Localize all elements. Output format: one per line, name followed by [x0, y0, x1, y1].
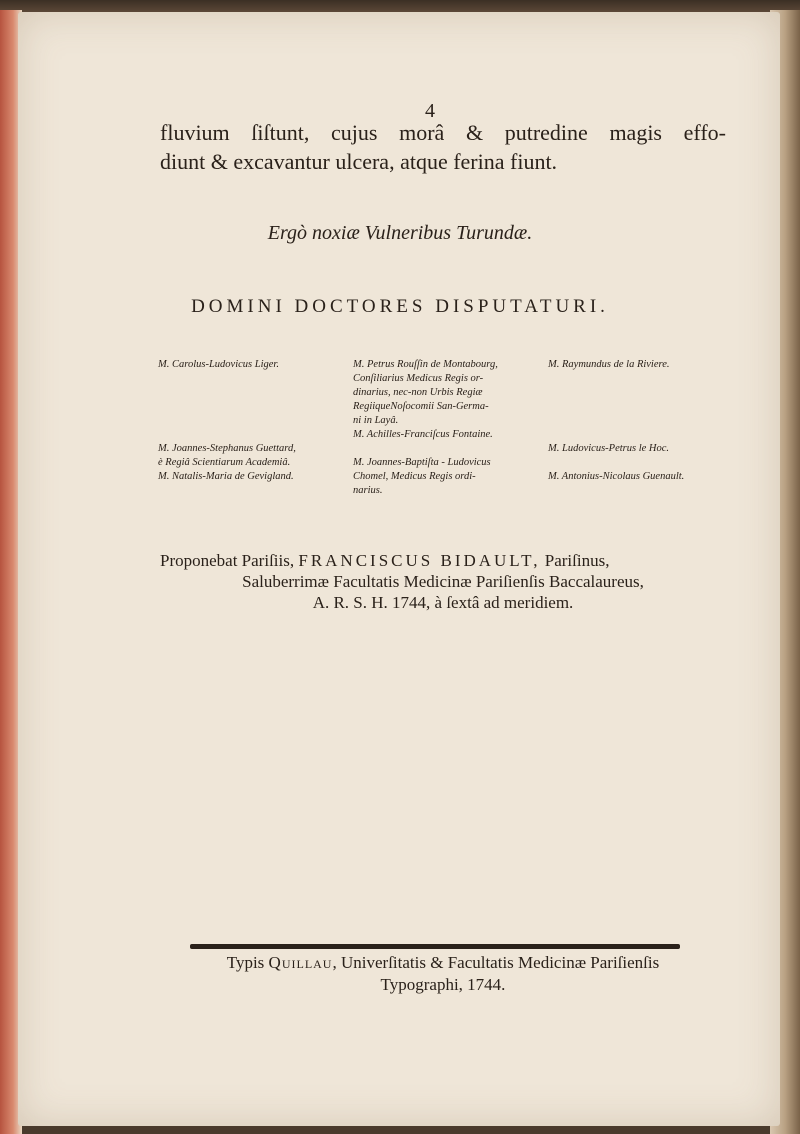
doctor-line [353, 442, 538, 456]
doctor-line: M. Carolus-Ludovicus Liger. [158, 359, 279, 370]
imprint-block [160, 952, 726, 996]
doctor-line [548, 400, 728, 414]
doctor-line: M. Natalis-Maria de Gevigland. [158, 471, 294, 482]
proposer-name: FRANCISCUS BIDAULT, [298, 551, 541, 570]
doctors-column-1 [158, 358, 343, 484]
imprint-rest: , Univerſitatis & Facultatis Medicinæ Pariſienſis [332, 953, 660, 972]
doctor-line [158, 400, 343, 414]
body-line: diunt & excavantur ulcera, atque ferina fiunt. [160, 149, 558, 174]
doctor-line: Conſiliarius Medicus Regis or- [353, 373, 484, 384]
doctor-line: ni in Layâ. [353, 415, 399, 426]
doctor-line: M. Antonius-Nicolaus Guenault. [548, 471, 685, 482]
doctors-column-3 [548, 358, 728, 484]
section-heading: DOMINI DOCTORES DISPUTATURI. [191, 296, 609, 317]
doctor-line: M. Joannes-Baptiſta - Ludovicus [353, 457, 491, 468]
proposer-line-1 [160, 550, 726, 571]
doctor-line [158, 372, 343, 386]
doctor-line: M. Raymundus de la Riviere. [548, 359, 670, 370]
doctor-line [158, 428, 343, 442]
doctor-line [158, 414, 343, 428]
page-number: 4 [425, 100, 435, 122]
proposer-prefix: Proponebat Pariſiis, [160, 551, 295, 570]
doctor-line: RegiiqueNoſocomii San-Germa- [353, 401, 489, 412]
doctor-line [548, 386, 728, 400]
doctor-line: Chomel, Medicus Regis ordi- [353, 471, 476, 482]
imprint-line-1 [160, 952, 726, 974]
imprint-printer: Quillau [268, 953, 333, 972]
proposer-suffix: Pariſinus, [544, 551, 610, 570]
doctor-line: M. Ludovicus-Petrus le Hoc. [548, 443, 670, 454]
doctor-line: dinarius, nec-non Urbis Regiæ [353, 387, 483, 398]
doctor-line [548, 456, 728, 470]
doctor-line [548, 414, 728, 428]
proposer-line-2: Saluberrimæ Facultatis Medicinæ Pariſienſis Baccalaureus, [242, 572, 644, 591]
doctor-line: narius. [353, 485, 383, 496]
doctor-line: M. Achilles-Franciſcus Fontaine. [353, 429, 493, 440]
doctor-line: M. Petrus Rouſſin de Montabourg, [353, 359, 498, 370]
doctor-line: M. Joannes-Stephanus Guettard, [158, 443, 296, 454]
imprint-prefix: Typis [226, 953, 265, 972]
body-line: fluvium ſiſtunt, cujus morâ & putredine magis effo- [160, 120, 726, 145]
doctor-line [548, 372, 728, 386]
doctor-line: è Regiâ Scientiarum Academiâ. [158, 457, 291, 468]
ornamental-rule [190, 944, 680, 949]
proposer-line-3: A. R. S. H. 1744, à ſextâ ad meridiem. [312, 593, 574, 612]
doctor-line [548, 428, 728, 442]
proposer-block [160, 550, 726, 613]
doctor-line [158, 386, 343, 400]
body-paragraph [160, 118, 726, 176]
conclusion-line: Ergò noxiæ Vulneribus Turundæ. [267, 222, 533, 244]
imprint-line-2: Typographi, 1744. [380, 975, 506, 994]
doctors-column-2 [353, 358, 538, 498]
